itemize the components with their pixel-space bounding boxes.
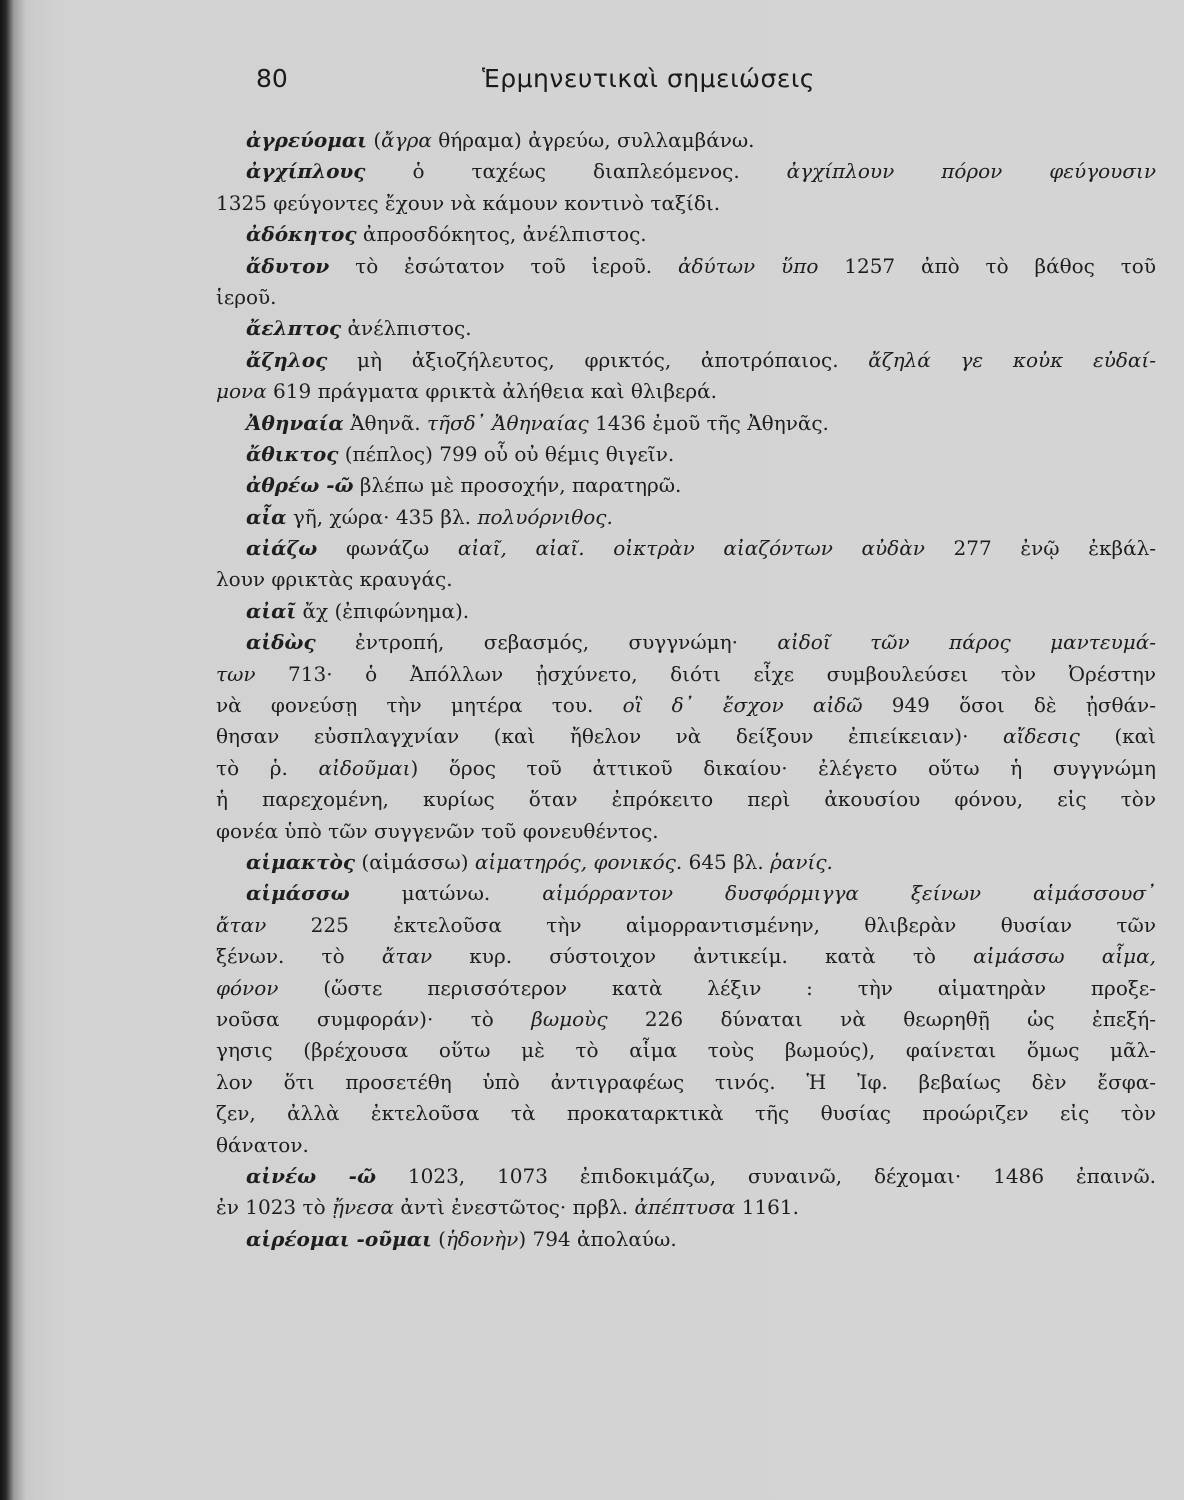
text-line: [216, 156, 1156, 187]
text-line: [216, 596, 1156, 627]
glossary-body: [216, 125, 1156, 1255]
text-line: [216, 1035, 1156, 1066]
headword: ἀθρέω -ῶ: [246, 473, 354, 498]
text-line: [216, 1004, 1156, 1035]
text-line: [216, 1098, 1156, 1129]
gloss-text: 1161.: [735, 1195, 799, 1220]
page-number: 80: [256, 64, 288, 93]
gloss-text: ματώνω.: [349, 881, 543, 906]
text-line: [216, 878, 1156, 909]
quotation: αἱμάσσω αἷμα,: [973, 944, 1156, 969]
gloss-text: 713· ὁ Ἀπόλλων ᾐσχύνετο, διότι εἶχε συμβουλεύσει τὸν Ὀρέστην: [255, 661, 1156, 686]
gloss-text: γησις (βρέχουσα οὕτω μὲ τὸ αἷμα τοὺς βωμούς), φαίνεται ὅμως μᾶλ-: [216, 1038, 1156, 1063]
headword: ἀγχίπλους: [246, 159, 366, 184]
text-line: [216, 1192, 1156, 1223]
quotation: βωμοὺς: [531, 1006, 608, 1031]
quotation: πολυόρνιθος.: [477, 504, 613, 529]
gloss-text: 949 ὅσοι δὲ ᾐσθάν-: [862, 693, 1156, 718]
quotation: αἱμόρραντον δυσφόρμιγγα ξείνων αἱμάσσουσ᾽: [542, 881, 1157, 906]
quotation: των: [216, 661, 256, 686]
quotation: ἄγρα: [381, 128, 432, 152]
headword: ἄελπτος: [246, 316, 342, 341]
text-line: [216, 219, 1156, 250]
text-line: [216, 784, 1156, 815]
gloss-text: (: [431, 1226, 446, 1251]
text-line: [216, 659, 1156, 690]
gloss-text: νοῦσα συμφοράν)· τὸ: [216, 1006, 532, 1031]
text-line: [216, 753, 1156, 784]
text-line: [216, 408, 1156, 439]
gloss-text: ἐν 1023 τὸ: [216, 1195, 332, 1220]
text-line: [216, 941, 1156, 972]
quotation: οἳ δ᾽ ἔσχον αἰδῶ: [622, 693, 863, 718]
page-header: [256, 62, 896, 102]
text-line: [216, 313, 1156, 344]
quotation: ῥανίς.: [770, 849, 833, 874]
gloss-text: ἐντροπή, σεβασμός, συγγνώμη·: [315, 630, 778, 655]
text-line: [216, 188, 1156, 219]
gloss-text: 1325 φεύγοντες ἔχουν νὰ κάμουν κοντινὸ ταξίδι.: [216, 190, 721, 215]
text-line: [216, 125, 1156, 156]
gloss-text: (καὶ: [1079, 724, 1156, 749]
quotation: αἱματηρός, φονικός.: [474, 849, 683, 874]
headword: Ἀθηναία: [246, 410, 344, 435]
gloss-text: ζεν, ἀλλὰ ἐκτελοῦσα τὰ προκαταρκτικὰ τῆς θυσίας προώριζεν εἰς τὸν: [216, 1101, 1156, 1126]
headword: αἰδὼς: [246, 630, 316, 655]
text-line: [216, 345, 1156, 376]
text-line: [216, 564, 1156, 595]
text-line: [216, 910, 1156, 941]
text-line: [216, 1067, 1156, 1098]
headword: αἰαῖ: [246, 598, 297, 623]
quotation: ἄταν: [216, 912, 267, 937]
gloss-text: νὰ φονεύσῃ τὴν μητέρα του.: [216, 693, 623, 718]
quotation: αἴδεσις: [1002, 724, 1080, 749]
gloss-text: λουν φρικτὰς κραυγάς.: [216, 567, 453, 592]
quotation: ἄζηλά γε κοὐκ εὐδαί-: [868, 347, 1156, 372]
running-title: Ἑρμηνευτικαὶ σημειώσεις: [482, 64, 815, 93]
text-line: [216, 282, 1156, 313]
gloss-text: φωνάζω: [317, 536, 458, 561]
headword: ἀγρεύομαι: [246, 128, 367, 152]
quotation: ἡδονὴν: [445, 1226, 519, 1251]
gloss-text: ἄχ (ἐπιφώνημα).: [296, 598, 470, 623]
gloss-text: θησαν εὐσπλαγχνίαν (καὶ ἤθελον νὰ δείξουν ἐπιείκειαν)·: [216, 724, 1003, 749]
gloss-text: 1257 ἀπὸ τὸ βάθος τοῦ: [818, 253, 1156, 278]
text-line: [216, 973, 1156, 1004]
gloss-text: (ὥστε περισσότερον κατὰ λέξιν : τὴν αἱματηρὰν προξε-: [278, 975, 1156, 1000]
text-line: [216, 627, 1156, 658]
gloss-text: (αἱμάσσω): [355, 849, 475, 874]
quotation: αἰαῖ, αἰαῖ. οἰκτρὰν αἰαζόντων αὐδὰν: [457, 536, 925, 561]
headword: αἱμάσσω: [246, 881, 350, 906]
headword: ἄδυτον: [246, 253, 330, 278]
quotation: ἀδύτων ὕπο: [677, 253, 819, 278]
quotation: φόνον: [216, 975, 279, 1000]
quotation: μονα: [216, 379, 267, 404]
headword: αἶα: [246, 504, 287, 529]
gloss-text: 1023, 1073 ἐπιδοκιμάζω, συναινῶ, δέχομαι· 1486 ἐπαινῶ.: [376, 1163, 1156, 1188]
quotation: αἰδοῦμαι: [318, 755, 411, 780]
gloss-text: ξένων. τὸ: [216, 944, 382, 969]
gloss-text: βλέπω μὲ προσοχήν, παρατηρῶ.: [353, 473, 682, 498]
text-line: [216, 690, 1156, 721]
text-line: [216, 1130, 1156, 1161]
gloss-text: ἀνέλπιστος.: [341, 316, 472, 341]
gloss-text: τὸ ἐσώτατον τοῦ ἱεροῦ.: [329, 253, 678, 278]
gloss-text: (: [366, 128, 382, 152]
text-line: [216, 1161, 1156, 1192]
text-line: [216, 816, 1156, 847]
gloss-text: (πέπλος) 799 οὗ οὐ θέμις θιγεῖν.: [338, 441, 675, 466]
quotation: ἄταν: [381, 944, 433, 969]
gloss-text: 225 ἐκτελοῦσα τὴν αἱμορραντισμένην, θλιβερὰν θυσίαν τῶν: [266, 912, 1156, 937]
gloss-text: ἀπροσδόκητος, ἀνέλπιστος.: [356, 222, 647, 247]
text-line: [216, 847, 1156, 878]
quotation: αἰδοῖ τῶν πάρος μαντευμά-: [777, 630, 1156, 655]
gloss-text: ὁ ταχέως διαπλεόμενος.: [365, 159, 787, 184]
headword: αἰάζω: [246, 536, 318, 561]
quotation: τῆσδ᾽ Ἀθηναίας: [426, 410, 589, 435]
quotation: ἀγχίπλουν πόρον φεύγουσιν: [786, 159, 1156, 184]
text-line: [216, 502, 1156, 533]
gloss-text: 1436 ἐμοῦ τῆς Ἀθηνᾶς.: [588, 410, 829, 435]
headword: ἀδόκητος: [246, 222, 357, 247]
headword: ἄζηλος: [246, 347, 328, 372]
quotation: ἀπέπτυσα: [634, 1195, 736, 1220]
text-line: [216, 533, 1156, 564]
gloss-text: 645 βλ.: [682, 849, 771, 874]
text-line: [216, 721, 1156, 752]
headword: αἰνέω -ῶ: [246, 1163, 376, 1188]
gloss-text: ) ὅρος τοῦ ἀττικοῦ δικαίου· ἐλέγετο οὕτω ἡ συγγνώμη: [410, 755, 1157, 780]
gloss-text: 226 δύναται νὰ θεωρηθῇ ὡς ἐπεξή-: [607, 1006, 1156, 1031]
gloss-text: 277 ἐνῷ ἐκβάλ-: [924, 536, 1157, 561]
quotation: ᾔνεσα: [331, 1195, 394, 1220]
gloss-text: ἡ παρεχομένη, κυρίως ὅταν ἐπρόκειτο περὶ ἀκουσίου φόνου, εἰς τὸν: [216, 787, 1156, 812]
gloss-text: Ἀθηνᾶ.: [343, 410, 427, 435]
gloss-text: 619 πράγματα φρικτὰ ἀλήθεια καὶ θλιβερά.: [266, 379, 717, 404]
gloss-text: θάνατον.: [216, 1132, 309, 1157]
gloss-text: ) 794 ἀπολαύω.: [518, 1226, 677, 1251]
text-line: [216, 1224, 1156, 1255]
gloss-text: μὴ ἀξιοζήλευτος, φρικτός, ἀποτρόπαιος.: [327, 347, 869, 372]
gloss-text: φονέα ὑπὸ τῶν συγγενῶν τοῦ φονευθέντος.: [216, 818, 659, 843]
text-line: [216, 376, 1156, 407]
headword: ἄθικτος: [246, 441, 339, 466]
gloss-text: ἀντὶ ἐνεστῶτος· πρβλ.: [394, 1195, 635, 1220]
headword: αἱμακτὸς: [246, 849, 356, 874]
gloss-text: γῆ, χώρα· 435 βλ.: [286, 504, 478, 529]
gloss-text: λον ὅτι προσετέθη ὑπὸ ἀντιγραφέως τινός. Ἡ Ἰφ. βεβαίως δὲν ἔσφα-: [216, 1069, 1156, 1094]
gloss-text: τὸ ῥ.: [216, 755, 319, 780]
gloss-text: ἱεροῦ.: [216, 284, 277, 309]
gloss-text: θήραμα) ἀγρεύω, συλλαμβάνω.: [431, 128, 755, 152]
text-line: [216, 251, 1156, 282]
text-line: [216, 470, 1156, 501]
headword: αἱρέομαι -οῦμαι: [246, 1226, 432, 1251]
gloss-text: κυρ. σύστοιχον ἀντικείμ. κατὰ τὸ: [432, 944, 974, 969]
text-line: [216, 439, 1156, 470]
